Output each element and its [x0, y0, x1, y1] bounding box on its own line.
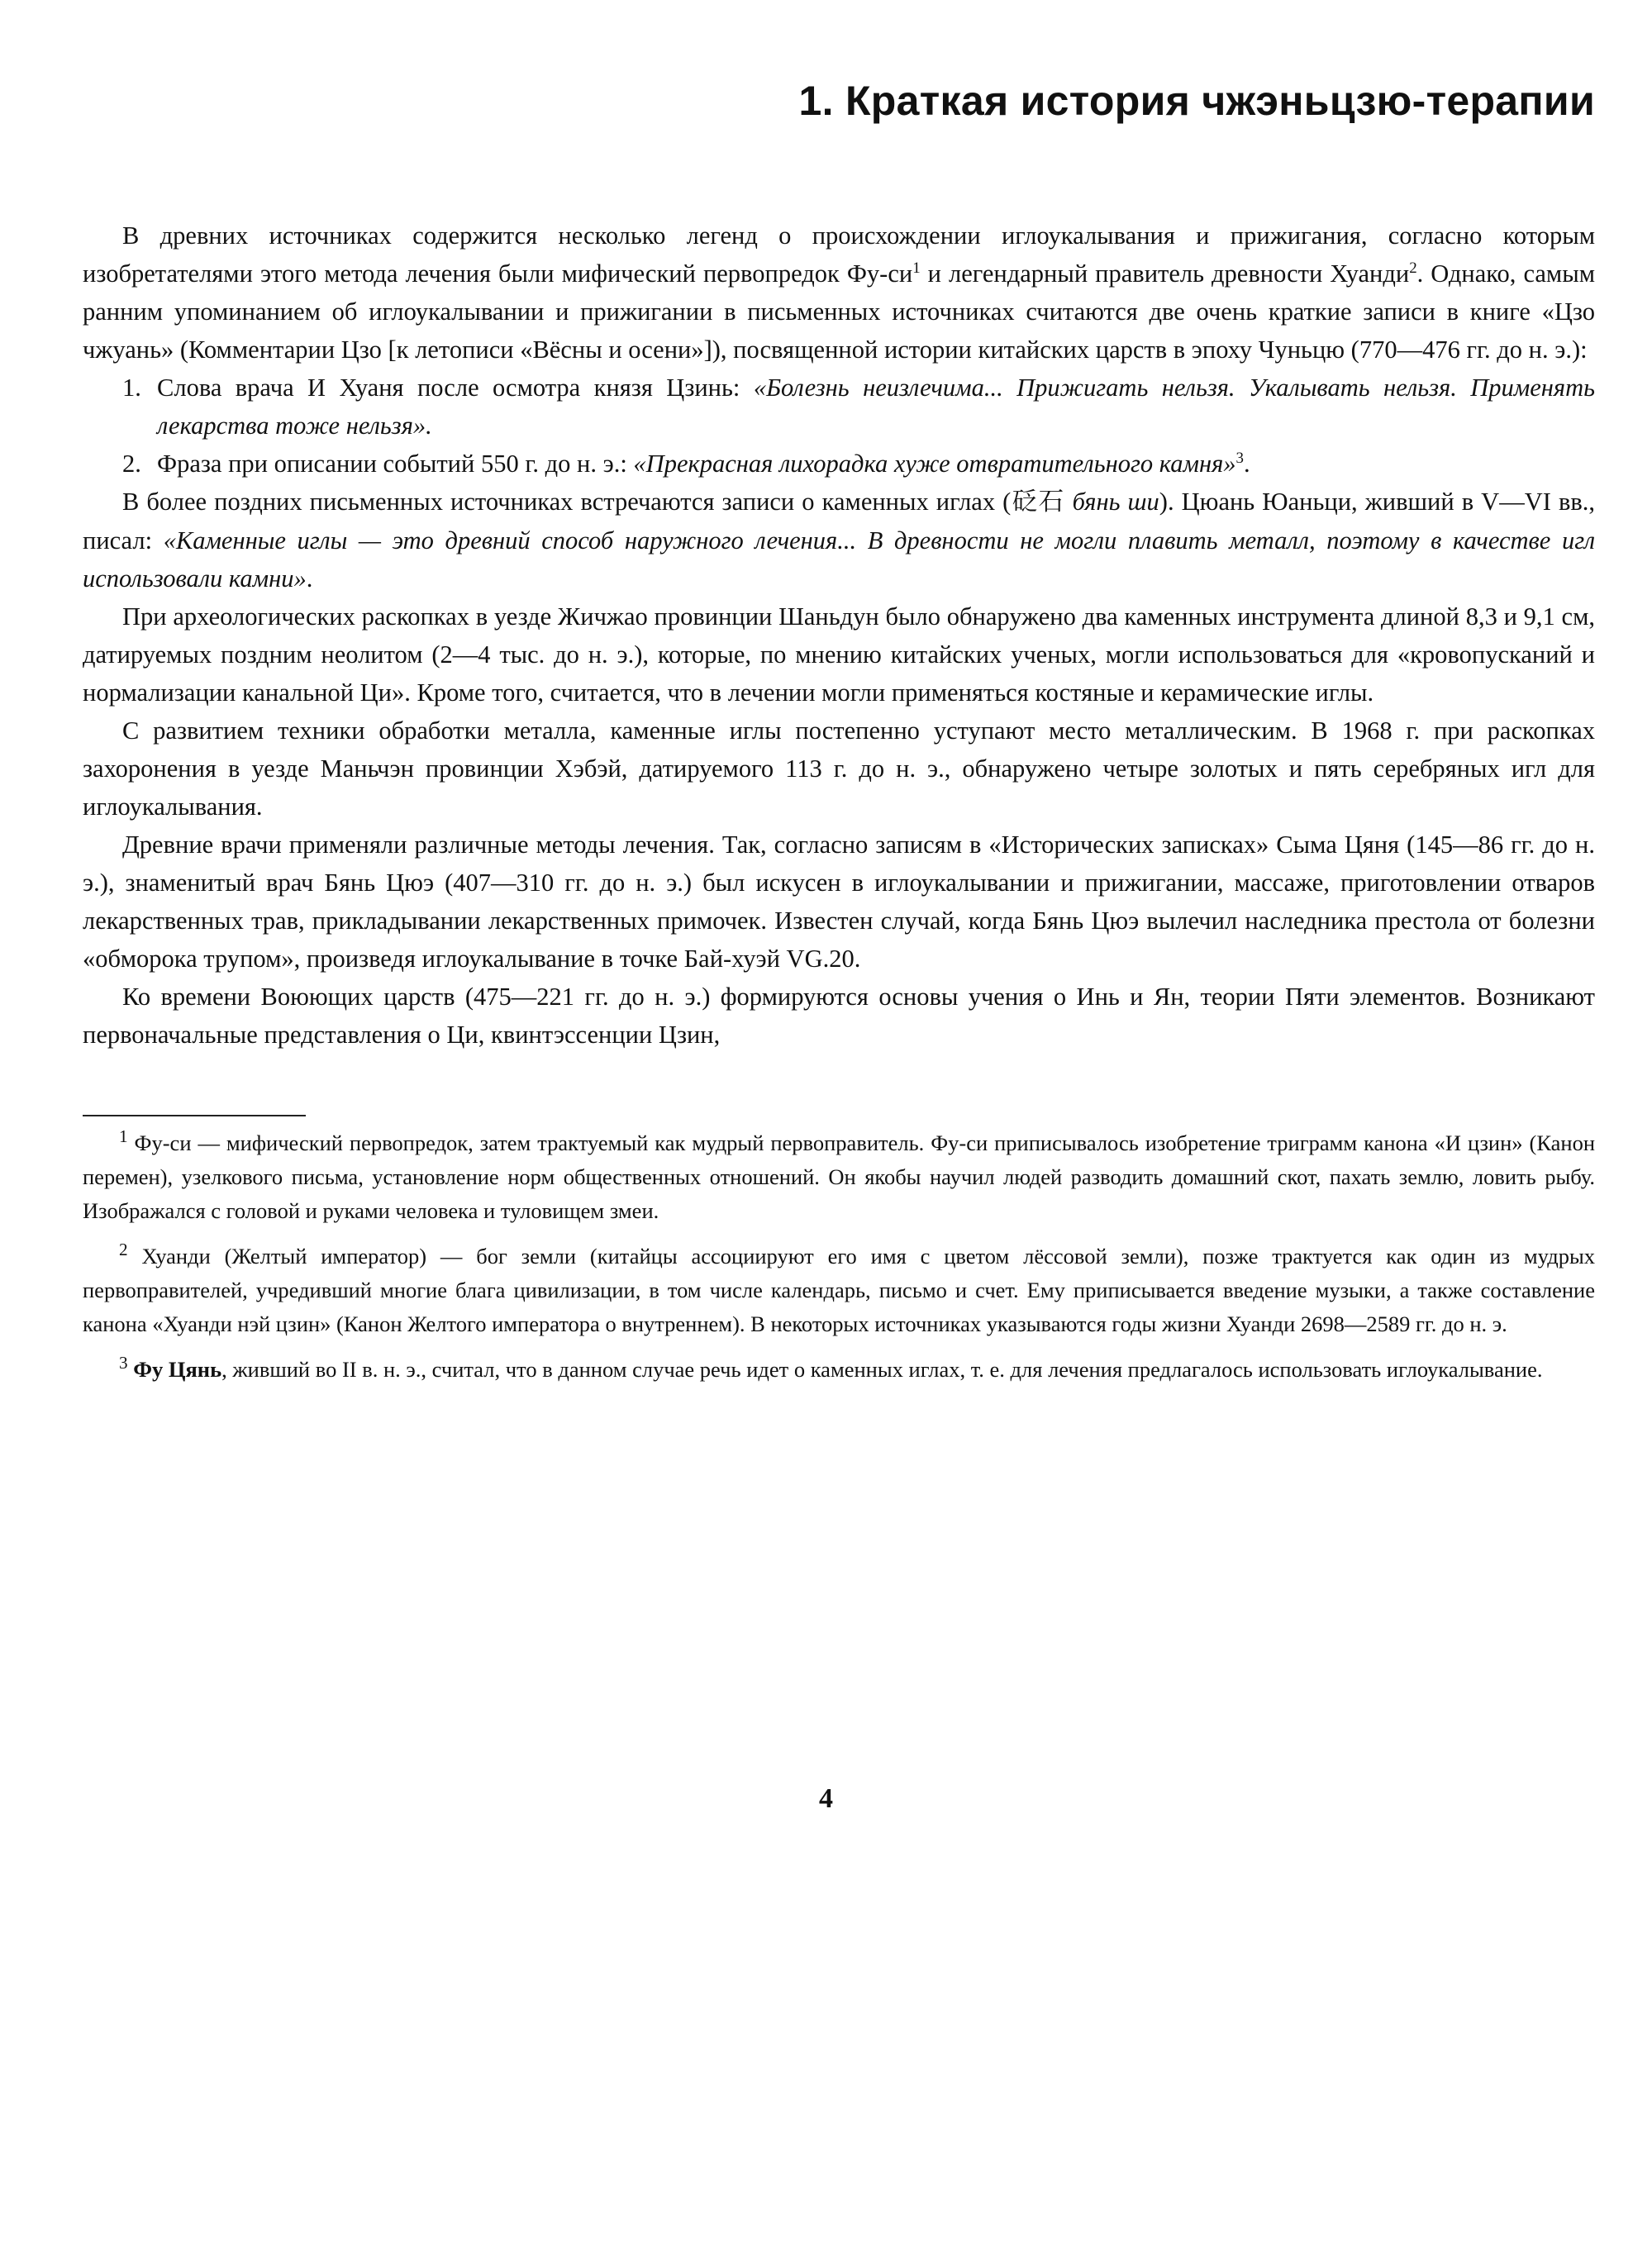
footnote-ref-3[interactable]: 3	[1235, 449, 1244, 467]
quote-list	[83, 369, 1595, 483]
footnotes	[83, 1126, 1595, 1387]
paragraph-stone-needles: В более поздних письменных источниках встречаются записи о каменных иглах (砭石 бянь ши). Цюань Юаньци, живший в V—VI вв., писал: «Каменные иглы — это древний способ наружного лечения... В древности не могли плавить металл, поэтому в качестве игл использовали камни».	[83, 488, 1596, 593]
list-item: 2. Фраза при описании событий 550 г. до н. э.: «Прекрасная лихорадка хуже отвратительного камня»$^3$.	[122, 449, 1250, 478]
page	[83, 74, 1595, 1398]
footnote-ref-2[interactable]: 2	[1409, 259, 1417, 277]
page-number: 4	[819, 1783, 833, 1814]
footnote-2: $^2$ Хуанди (Желтый император) — бог земли (китайцы ассоциируют его имя с цветом лёссовой земли), позже трактуется как один из мудрых первоправителей, учредивший многие блага цивилизации, в том числе календарь, письмо и счет. Ему приписывается введение музыки, а также составление канона «Хуанди нэй цзин» (Канон Желтого императора о внутреннем). В некоторых источниках указываются годы жизни Хуанди 2698—2589 гг. до н. э.	[83, 1240, 1596, 1336]
footnote-divider	[83, 1115, 306, 1116]
main-text	[83, 217, 1595, 1054]
paragraph-warring-states: Ко времени Воюющих царств (475—221 гг. до н. э.) формируются основы учения о Инь и Ян, теории Пяти элементов. Возникают первоначальные представления о Ци, квинтэссенции Цзин,	[83, 983, 1595, 1049]
footnote-ref-1[interactable]: 1	[912, 259, 921, 277]
footnote-1: $^1$ Фу-си — мифический первопредок, затем трактуемый как мудрый первоправитель. Фу-си приписывалось изобретение триграмм канона «И цзин» (Канон перемен), узелкового письма, установление норм общественных отношений. Он якобы научил людей разводить домашний скот, пахать землю, ловить рыбу. Изображался с головой и руками человека и туловищем змеи.	[83, 1126, 1596, 1223]
paragraph-intro: В древних источниках содержится несколько легенд о происхождении иглоукалывания и прижигания, согласно которым изобретателями этого метода лечения были мифический первопредок $Фу-си^1$ и легендарный правитель древности Хуанди$^2$. Однако, самым ранним упоминанием об иглоукалывании и прижигании в письменных источниках считаются две очень краткие записи в книге «Цзо чжуань» (Комментарии Цзо [к летописи «Вёсны и осени»]), посвященной истории китайских царств в эпоху Чуньцю (770—476 гг. до н. э.):	[83, 221, 1595, 364]
paragraph-metal: С развитием техники обработки металла, каменные иглы постепенно уступают место металлическим. В 1968 г. при раскопках захоронения в уезде Маньчэн провинции Хэбэй, датируемого 113 г. до н. э., обнаружено четыре золотых и пять серебряных игл для иглоукалывания.	[83, 716, 1595, 821]
paragraph-ancient-doctors: Древние врачи применяли различные методы лечения. Так, согласно записям в «Исторических записках» Сыма Цяня (145—86 гг. до н. э.), знаменитый врач Бянь Цюэ (407—310 гг. до н. э.) был искусен в иглоукалывании и прижигании, массаже, приготовлении отваров лекарственных трав, прикладывании лекарственных примочек. Известен случай, когда Бянь Цюэ вылечил наследника престола от болезни «обморока трупом», произведя иглоукалывание в точке Бай-хуэй VG.20.	[83, 831, 1595, 973]
list-item: 1. Слова врача И Хуаня после осмотра князя Цзинь: «Болезнь неизлечима... Прижигать нельзя. Укалывать нельзя. Применять лекарства тоже нельзя».	[122, 374, 1595, 440]
footnote-3: $^3$ Фу Цянь, живший во II в. н. э., считал, что в данном случае речь идет о каменных иглах, т. е. для лечения предлагалось использовать иглоукалывание.	[119, 1353, 1543, 1382]
chapter-title: 1. Краткая история чжэньцзю-терапии	[798, 78, 1595, 124]
paragraph-archaeology: При археологических раскопках в уезде Жичжао провинции Шаньдун было обнаружено два каменных инструмента длиной 8,3 и 9,1 см, датируемых поздним неолитом (2—4 тыс. до н. э.), которые, по мнению китайских ученых, могли использоваться для «кровопусканий и нормализации канальной Ци». Кроме того, считается, что в лечении могли применяться костяные и керамические иглы.	[83, 602, 1595, 707]
